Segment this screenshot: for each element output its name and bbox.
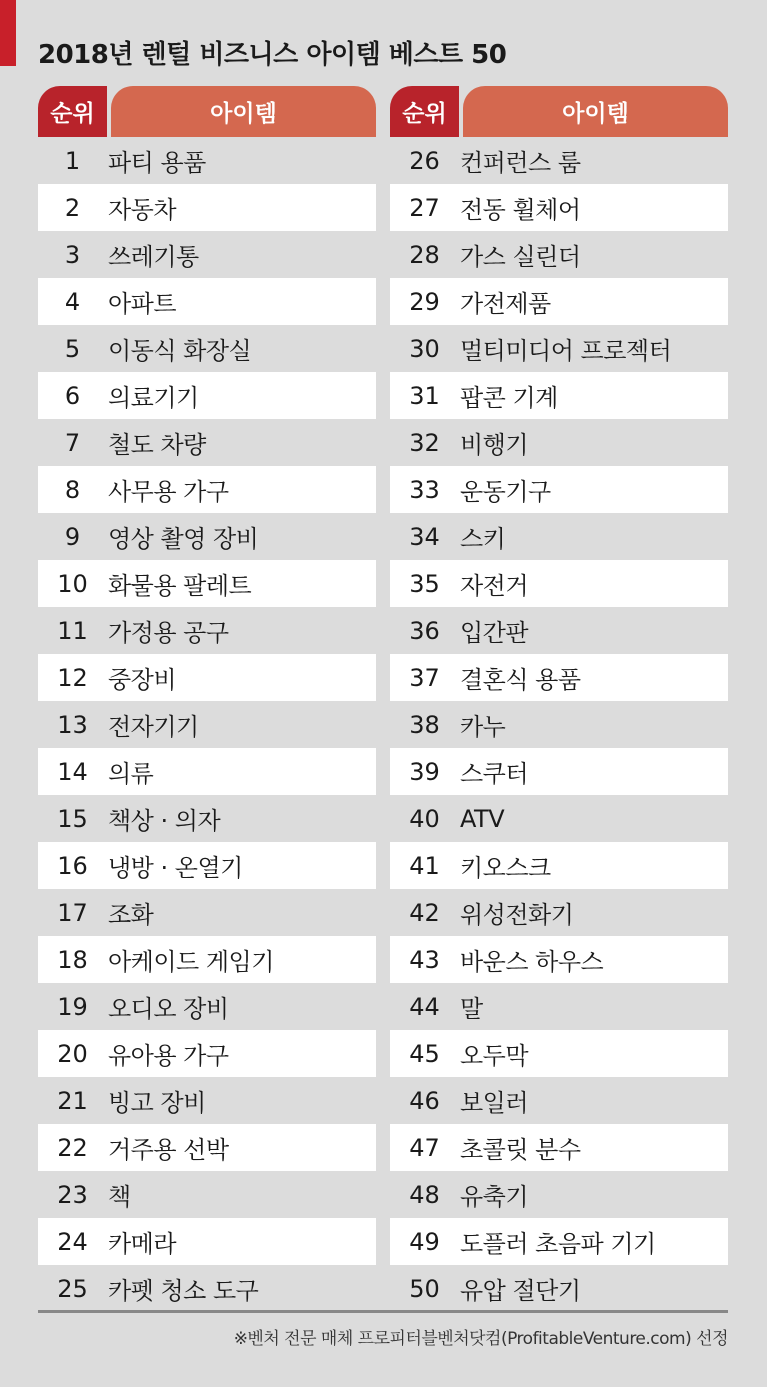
- table-row: [38, 1077, 376, 1124]
- item-name-cell: 카펫 청소 도구: [108, 1277, 259, 1305]
- table-body-right: [390, 137, 728, 1312]
- table-row: [390, 842, 728, 889]
- item-name-cell: 이동식 화장실: [108, 337, 252, 365]
- rank-cell: 31: [409, 381, 440, 410]
- item-name-cell: 영상 촬영 장비: [108, 525, 259, 553]
- item-name-cell: 화물용 팔레트: [108, 572, 252, 600]
- item-name-cell: 책상 · 의자: [108, 807, 221, 835]
- item-name-cell: 아파트: [108, 290, 177, 318]
- item-name-cell: 보일러: [460, 1089, 529, 1117]
- page-title: 2018년 렌털 비즈니스 아이템 베스트 50: [38, 40, 507, 70]
- rank-cell: 38: [409, 710, 440, 739]
- item-name-cell: 컨퍼런스 룸: [460, 149, 581, 177]
- rank-cell: 16: [57, 851, 88, 880]
- rank-cell: 49: [409, 1227, 440, 1256]
- item-name-cell: 유아용 가구: [108, 1042, 229, 1070]
- item-name-cell: 말: [460, 995, 483, 1023]
- item-name-cell: 의류: [108, 760, 154, 788]
- rank-cell: 2: [64, 193, 81, 222]
- table-row: [390, 701, 728, 748]
- rank-cell: 10: [57, 569, 88, 598]
- item-name-cell: 냉방 · 온열기: [108, 854, 243, 882]
- rank-cell: 43: [409, 945, 440, 974]
- table-row: [38, 372, 376, 419]
- table-row: [38, 278, 376, 325]
- item-name-cell: 전자기기: [108, 713, 199, 741]
- rank-cell: 30: [409, 334, 440, 363]
- table-row: [38, 842, 376, 889]
- table-row: [390, 1124, 728, 1171]
- item-name-cell: 입간판: [460, 619, 529, 647]
- footer-divider: [38, 1310, 728, 1313]
- rank-cell: 4: [64, 287, 81, 316]
- item-name-cell: 거주용 선박: [108, 1136, 229, 1164]
- table-row: [38, 889, 376, 936]
- rank-cell: 27: [409, 193, 440, 222]
- rank-cell: 19: [57, 992, 88, 1021]
- item-name-cell: 가스 실린더: [460, 243, 581, 271]
- table-row: [38, 1265, 376, 1312]
- rank-cell: 45: [409, 1039, 440, 1068]
- rank-cell: 26: [409, 146, 440, 175]
- rank-cell: 12: [57, 663, 88, 692]
- rank-cell: 34: [409, 522, 440, 551]
- table-row: [390, 1265, 728, 1312]
- rank-cell: 1: [64, 146, 81, 175]
- item-name-cell: 가정용 공구: [108, 619, 229, 647]
- item-column-header: 아이템: [463, 86, 728, 137]
- table-row: [390, 560, 728, 607]
- rank-cell: 29: [409, 287, 440, 316]
- rank-cell: 13: [57, 710, 88, 739]
- rank-cell: 14: [57, 757, 88, 786]
- rank-cell: 47: [409, 1133, 440, 1162]
- item-name-cell: 조화: [108, 901, 154, 929]
- table-row: [390, 466, 728, 513]
- item-name-cell: 스쿠터: [460, 760, 529, 788]
- table-row: [390, 654, 728, 701]
- rank-cell: 3: [64, 240, 81, 269]
- rank-cell: 37: [409, 663, 440, 692]
- table-row: [38, 795, 376, 842]
- table-row: [390, 184, 728, 231]
- rank-cell: 25: [57, 1274, 88, 1303]
- table-row: [38, 137, 376, 184]
- table-row: [390, 419, 728, 466]
- rank-cell: 20: [57, 1039, 88, 1068]
- rank-cell: 28: [409, 240, 440, 269]
- rank-cell: 40: [409, 804, 440, 833]
- rank-cell: 39: [409, 757, 440, 786]
- item-name-cell: 팝콘 기계: [460, 384, 558, 412]
- item-name-cell: 바운스 하우스: [460, 948, 604, 976]
- rank-cell: 21: [57, 1086, 88, 1115]
- ranking-table-left: [38, 86, 376, 1312]
- rank-cell: 6: [64, 381, 81, 410]
- table-row: [390, 936, 728, 983]
- table-row: [38, 325, 376, 372]
- rank-cell: 17: [57, 898, 88, 927]
- rank-cell: 41: [409, 851, 440, 880]
- table-row: [38, 701, 376, 748]
- rank-cell: 15: [57, 804, 88, 833]
- rank-cell: 32: [409, 428, 440, 457]
- item-name-cell: 유압 절단기: [460, 1277, 581, 1305]
- table-row: [390, 889, 728, 936]
- source-footnote: ※벤처 전문 매체 프로피터블벤처닷컴(ProfitableVenture.com) 선정: [233, 1329, 728, 1349]
- item-name-cell: 파티 용품: [108, 149, 206, 177]
- item-name-cell: 자전거: [460, 572, 529, 600]
- rank-cell: 42: [409, 898, 440, 927]
- item-name-cell: 도플러 초음파 기기: [460, 1230, 656, 1258]
- rank-cell: 22: [57, 1133, 88, 1162]
- rank-column-header: 순위: [390, 86, 459, 137]
- rank-cell: 24: [57, 1227, 88, 1256]
- item-name-cell: 철도 차량: [108, 431, 206, 459]
- rank-cell: 9: [64, 522, 81, 551]
- rank-cell: 18: [57, 945, 88, 974]
- rank-cell: 8: [64, 475, 81, 504]
- table-row: [390, 372, 728, 419]
- table-row: [390, 983, 728, 1030]
- table-row: [390, 1218, 728, 1265]
- table-row: [38, 654, 376, 701]
- item-name-cell: 초콜릿 분수: [460, 1136, 581, 1164]
- item-name-cell: 결혼식 용품: [460, 666, 581, 694]
- table-row: [38, 607, 376, 654]
- rank-cell: 11: [57, 616, 88, 645]
- item-name-cell: 위성전화기: [460, 901, 574, 929]
- item-name-cell: 유축기: [460, 1183, 529, 1211]
- table-row: [38, 184, 376, 231]
- item-name-cell: ATV: [460, 804, 505, 833]
- table-row: [390, 137, 728, 184]
- rank-cell: 23: [57, 1180, 88, 1209]
- table-row: [38, 748, 376, 795]
- table-row: [390, 278, 728, 325]
- item-name-cell: 중장비: [108, 666, 177, 694]
- item-name-cell: 오디오 장비: [108, 995, 229, 1023]
- table-row: [38, 1171, 376, 1218]
- rank-cell: 44: [409, 992, 440, 1021]
- rank-cell: 7: [64, 428, 81, 457]
- table-header: [390, 86, 728, 137]
- rank-cell: 50: [409, 1274, 440, 1303]
- rank-column-header: 순위: [38, 86, 107, 137]
- accent-bar: [0, 0, 16, 66]
- rank-cell: 35: [409, 569, 440, 598]
- table-row: [38, 560, 376, 607]
- item-name-cell: 카누: [460, 713, 506, 741]
- table-row: [390, 1171, 728, 1218]
- rank-cell: 5: [64, 334, 81, 363]
- table-row: [38, 231, 376, 278]
- table-row: [38, 1218, 376, 1265]
- item-column-header: 아이템: [111, 86, 376, 137]
- table-row: [390, 607, 728, 654]
- table-row: [38, 1030, 376, 1077]
- table-header: [38, 86, 376, 137]
- rank-cell: 33: [409, 475, 440, 504]
- item-name-cell: 스키: [460, 525, 506, 553]
- rank-cell: 46: [409, 1086, 440, 1115]
- item-name-cell: 전동 휠체어: [460, 196, 581, 224]
- table-row: [390, 231, 728, 278]
- item-name-cell: 비행기: [460, 431, 529, 459]
- table-row: [390, 513, 728, 560]
- ranking-table-right: [390, 86, 728, 1312]
- rank-cell: 36: [409, 616, 440, 645]
- item-name-cell: 의료기기: [108, 384, 199, 412]
- item-name-cell: 쓰레기통: [108, 243, 199, 271]
- table-row: [38, 466, 376, 513]
- table-body-left: [38, 137, 376, 1312]
- item-name-cell: 운동기구: [460, 478, 551, 506]
- item-name-cell: 빙고 장비: [108, 1089, 206, 1117]
- item-name-cell: 오두막: [460, 1042, 529, 1070]
- table-row: [390, 325, 728, 372]
- table-row: [38, 983, 376, 1030]
- item-name-cell: 아케이드 게임기: [108, 948, 274, 976]
- item-name-cell: 책: [108, 1183, 131, 1211]
- table-row: [390, 748, 728, 795]
- item-name-cell: 사무용 가구: [108, 478, 229, 506]
- item-name-cell: 카메라: [108, 1230, 177, 1258]
- item-name-cell: 가전제품: [460, 290, 551, 318]
- table-row: [38, 513, 376, 560]
- table-row: [38, 419, 376, 466]
- item-name-cell: 멀티미디어 프로젝터: [460, 337, 672, 365]
- rank-cell: 48: [409, 1180, 440, 1209]
- table-row: [390, 795, 728, 842]
- item-name-cell: 키오스크: [460, 854, 551, 882]
- table-row: [38, 1124, 376, 1171]
- table-row: [390, 1077, 728, 1124]
- item-name-cell: 자동차: [108, 196, 177, 224]
- table-row: [38, 936, 376, 983]
- table-row: [390, 1030, 728, 1077]
